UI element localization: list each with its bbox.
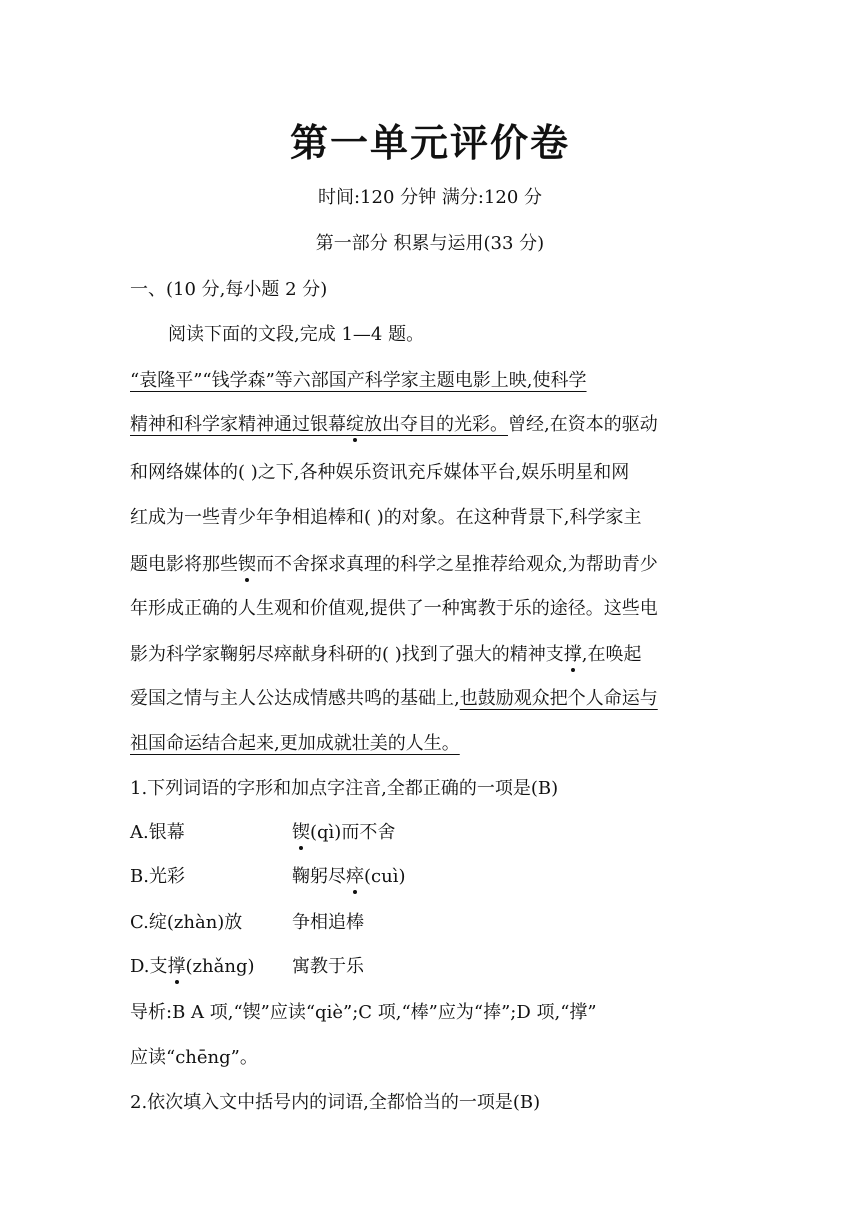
instruction: 阅读下面的文段,完成 1—4 题。 <box>168 324 425 345</box>
option-b-left: B.光彩 <box>130 866 185 887</box>
option-b-right <box>292 862 405 888</box>
analysis-line-2: 应读“chēng”。 <box>130 1047 258 1068</box>
text: C.绽 <box>130 912 167 933</box>
underlined-sentence <box>130 414 508 435</box>
passage-line-7 <box>130 640 730 666</box>
option-d-left <box>130 952 254 978</box>
question-2-stem: 2.依次填入文中括号内的词语,全都恰当的一项是(B) <box>130 1092 541 1113</box>
text: (qì)而不舍 <box>310 822 396 843</box>
part-heading: 第一部分 积累与运用(33 分) <box>315 233 545 254</box>
text: 放出夺目的光彩。 <box>364 414 508 435</box>
option-d-right: 寓教于乐 <box>292 956 364 977</box>
text: 而不舍探求真理的科学之星推荐给观众,为帮助青少 <box>256 554 658 575</box>
text: D.支 <box>130 956 168 977</box>
dotted-char: 绽 <box>346 414 364 435</box>
passage-line-9 <box>130 729 730 755</box>
dotted-char: 撑 <box>563 644 582 665</box>
option-c-left <box>130 908 242 934</box>
text: (zhàn)放 <box>166 912 243 933</box>
exam-meta: 时间:120 分钟 满分:120 分 <box>317 187 542 208</box>
option-c-right: 争相追棒 <box>292 912 364 933</box>
section-heading: 一、(10 分,每小题 2 分) <box>130 279 328 300</box>
dotted-char: 撑 <box>167 956 186 977</box>
underlined-sentence: “袁隆平”“钱学森”等六部国产科学家主题电影上映,使科学 <box>130 370 587 391</box>
text: 影为科学家鞠躬尽瘁献身科研的( )找到了强大的精神支 <box>130 644 564 665</box>
passage-line-8 <box>130 684 730 710</box>
dotted-char: 锲 <box>238 554 256 575</box>
text: 鞠躬尽 <box>292 866 346 887</box>
passage-line-3: 和网络媒体的( )之下,各种娱乐资讯充斥媒体平台,娱乐明星和网 <box>130 462 630 483</box>
page-title: 第一单元评价卷 <box>289 121 570 165</box>
text: 题电影将那些 <box>130 554 238 575</box>
underlined-sentence: 也鼓励观众把个人命运与 <box>459 688 658 709</box>
passage-line-4: 红成为一些青少年争相追棒和( )的对象。在这种背景下,科学家主 <box>130 507 642 528</box>
option-a-left: A.银幕 <box>130 822 185 843</box>
text: 爱国之情与主人公达成情感共鸣的基础上, <box>130 688 460 709</box>
underlined-sentence: 祖国命运结合起来,更加成就壮美的人生。 <box>130 733 460 754</box>
text: ,在唤起 <box>581 644 642 665</box>
text: 曾经,在资本的驱动 <box>508 414 658 435</box>
dotted-char: 瘁 <box>346 866 364 887</box>
analysis-line-1: 导析:B A 项,“锲”应读“qiè”;C 项,“棒”应为“捧”;D 项,“撑” <box>130 1002 597 1023</box>
option-a-right <box>292 818 395 844</box>
passage-line-2 <box>130 410 730 436</box>
dotted-char: 锲 <box>292 822 310 843</box>
passage-line-5 <box>130 550 730 576</box>
question-1-stem: 1.下列词语的字形和加点字注音,全都正确的一项是(B) <box>130 778 559 799</box>
passage-line-6: 年形成正确的人生观和价值观,提供了一种寓教于乐的途径。这些电 <box>130 598 658 619</box>
text: (zhǎng) <box>185 956 255 977</box>
text: 精神和科学家精神通过银幕 <box>130 414 346 435</box>
passage-line-1 <box>130 366 730 392</box>
text: (cuì) <box>364 866 406 887</box>
